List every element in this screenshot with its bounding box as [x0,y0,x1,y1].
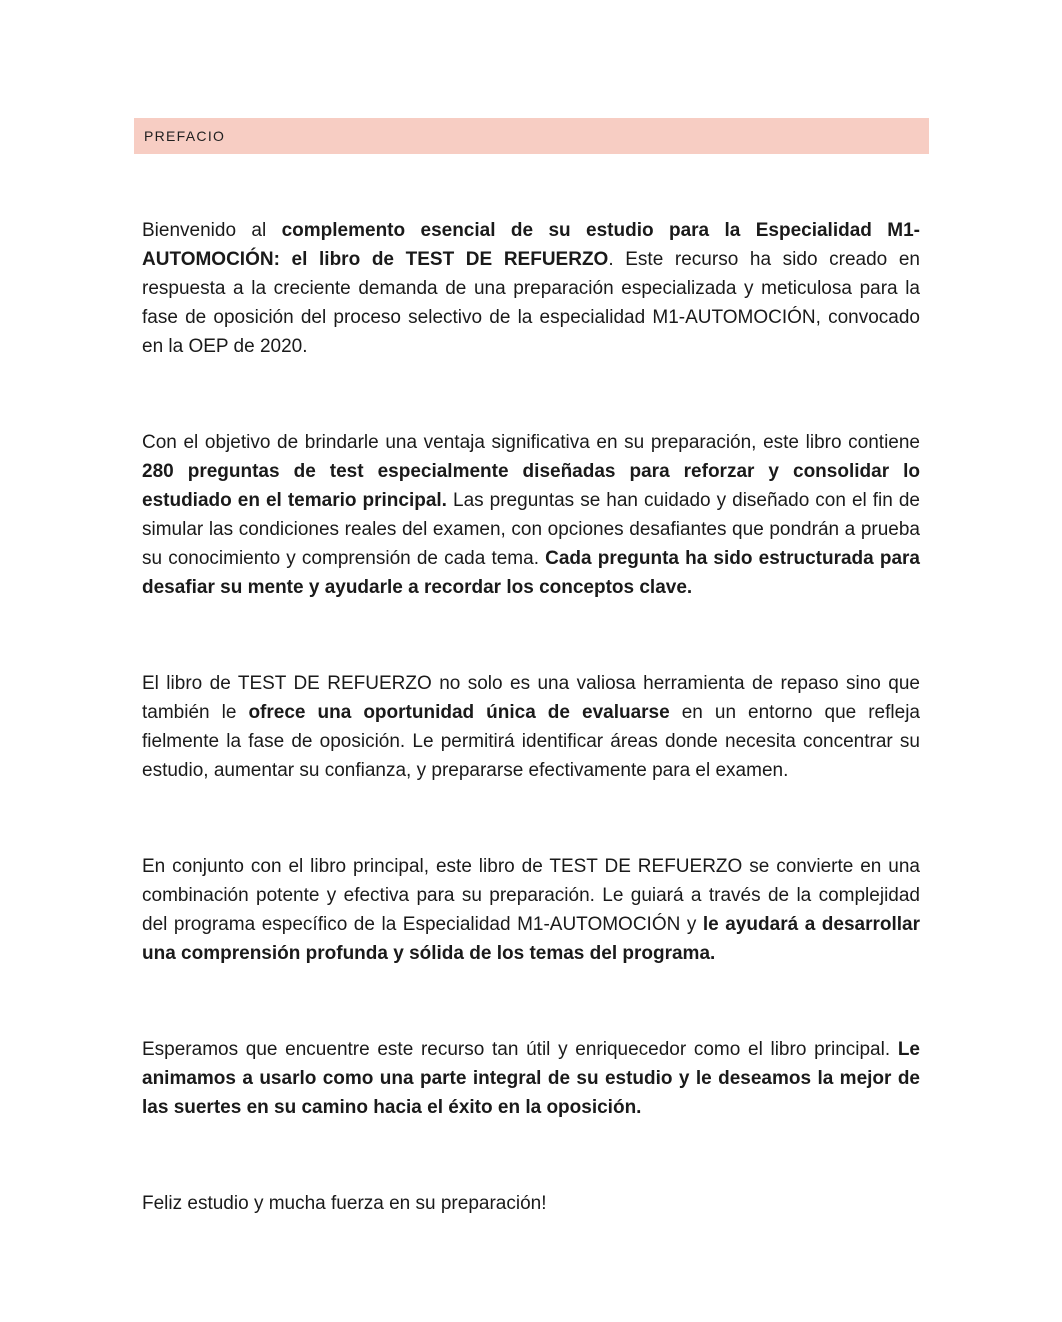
section-heading-banner [134,118,929,154]
paragraph [134,1189,929,1218]
text-run: El libro de TEST DE REFUERZO no solo es una valiosa herramienta de repaso sino que también le [142,673,920,723]
text-run: Esperamos que encuentre este recurso tan útil y enriquecedor como el libro principal. [142,1039,898,1060]
bold-text-run: Cada pregunta ha sido estructurada para desafiar su mente y ayudarle a recordar los conceptos clave. [142,548,920,598]
bold-text-run: Le animamos a usarlo como una parte integral de su estudio y le deseamos la mejor de las suertes en su camino hacia el éxito en la oposición. [142,1039,920,1118]
text-run: en un entorno que refleja fielmente la fase de oposición. Le permitirá identificar áreas donde necesita concentrar su estudio, aumentar su confianza, y prepararse efectivamente para el examen. [142,702,920,781]
section-heading: PREFACIO [144,128,226,144]
text-run: Feliz estudio y mucha fuerza en su preparación! [142,1193,547,1214]
text-run: En conjunto con el libro principal, este libro de TEST DE REFUERZO se convierte en una combinación potente y efectiva para su preparación. Le guiará a través de la complejidad del programa específico de la Especialidad M1-AUTOMOCIÓN y [142,856,920,935]
bold-text-run: ofrece una oportunidad única de evaluarse [248,702,670,723]
bold-text-run: 280 preguntas de test especialmente diseñadas para reforzar y consolidar lo estudiado en el temario principal. [142,461,920,511]
paragraph [134,669,929,785]
text-run: Las preguntas se han cuidado y diseñado con el fin de simular las condiciones reales del examen, con opciones desafiantes que pondrán a prueba su conocimiento y comprensión de cada tema. [142,490,920,569]
bold-text-run: complemento esencial de su estudio para la Especialidad M1-AUTOMOCIÓN: el libro de TEST DE REFUERZO [142,220,920,270]
text-run: . Este recurso ha sido creado en respuesta a la creciente demanda de una preparación especializada y meticulosa para la fase de oposición del proceso selectivo de la especialidad M1-AUTOMOCIÓN, convocado en la OEP de 2020. [142,249,920,357]
text-run: Bienvenido al [142,220,282,241]
paragraph [134,852,929,968]
bold-text-run: le ayudará a desarrollar una comprensión profunda y sólida de los temas del programa. [142,914,921,964]
text-run: Con el objetivo de brindarle una ventaja significativa en su preparación, este libro contiene [142,432,920,453]
paragraph [134,216,929,361]
paragraph [134,428,929,602]
document-body [134,216,929,1218]
paragraph [134,1035,929,1122]
